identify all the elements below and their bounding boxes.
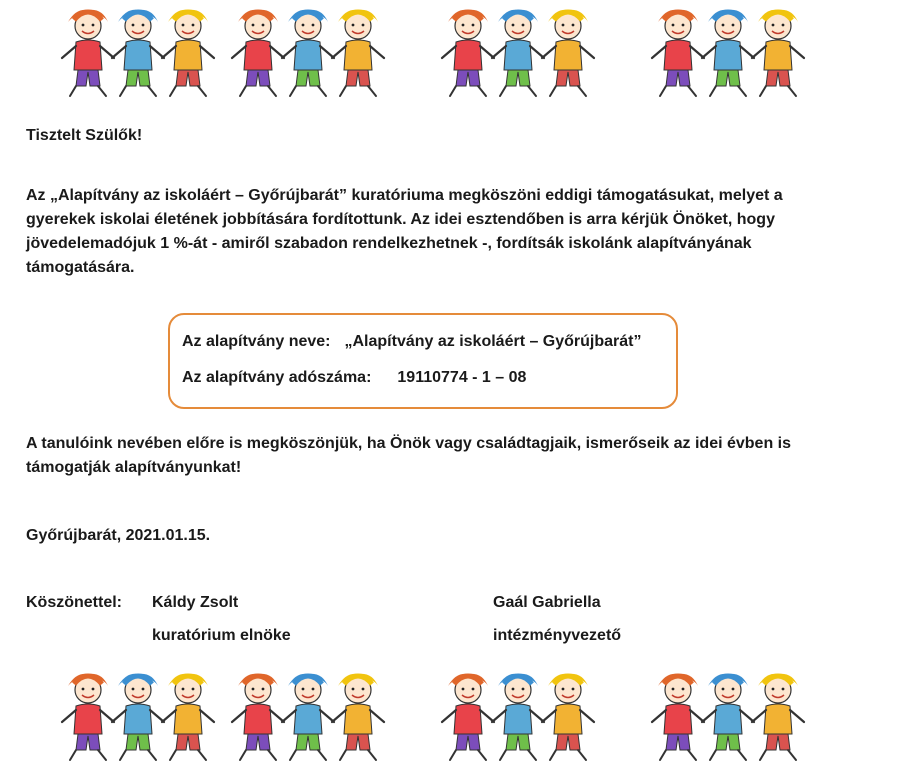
child-figure-icon (60, 664, 116, 764)
child-figure-icon (330, 0, 386, 100)
dancing-children-icon (650, 0, 810, 100)
foundation-tax-value: 19110774 - 1 – 08 (397, 369, 527, 386)
child-figure-icon (540, 664, 596, 764)
signatory-name-2: Gaál Gabriella (493, 594, 601, 611)
dancing-children-icon (440, 664, 600, 764)
child-figure-icon (490, 664, 546, 764)
child-figure-icon (110, 0, 166, 100)
signatory-role-2: intézményvezető (493, 627, 622, 644)
child-figure-icon (110, 664, 166, 764)
child-figure-icon (750, 0, 806, 100)
child-figure-icon (280, 664, 336, 764)
bottom-decoration-band (0, 664, 912, 764)
child-figure-icon (230, 0, 286, 100)
letter-intro-paragraph: Az „Alapítvány az iskoláért – Győrújbarát” kuratóriuma megköszöni eddigi támogatásukat, melyet a gyerekek iskolai életének jobbítására fordítottunk. Az idei esztendőben is arra kérjük Önöket, hogy jövedelemadójuk 1 %-át - amiről szabadon rendelkezhetnek -, fordítsák iskolánk alapítványának támogatására. (26, 187, 783, 276)
foundation-name-value: „Alapítvány az iskoláért – Győrújbarát” (344, 333, 642, 350)
foundation-info-box (168, 313, 678, 409)
child-figure-icon (540, 0, 596, 100)
letter-thanks-paragraph: A tanulóink nevében előre is megköszönjük, ha Önök vagy családtagjaik, ismerőseik az idei évben is támogatják alapítványunkat! (26, 435, 792, 476)
dancing-children-icon (440, 0, 600, 100)
signatory-role-1: kuratórium elnöke (152, 627, 291, 644)
top-decoration-band (0, 0, 912, 100)
dancing-children-icon (60, 0, 220, 100)
child-figure-icon (650, 664, 706, 764)
foundation-name-label: Az alapítvány neve: (182, 333, 331, 350)
child-figure-icon (160, 664, 216, 764)
child-figure-icon (330, 664, 386, 764)
child-figure-icon (440, 664, 496, 764)
foundation-name-row (182, 331, 642, 353)
child-figure-icon (160, 0, 216, 100)
child-figure-icon (650, 0, 706, 100)
child-figure-icon (750, 664, 806, 764)
child-figure-icon (280, 0, 336, 100)
dancing-children-icon (230, 664, 390, 764)
child-figure-icon (230, 664, 286, 764)
foundation-tax-label: Az alapítvány adószáma: (182, 369, 372, 386)
child-figure-icon (440, 0, 496, 100)
child-figure-icon (700, 664, 756, 764)
child-figure-icon (700, 0, 756, 100)
letter-greeting: Tisztelt Szülők! (26, 127, 143, 144)
foundation-tax-row (182, 367, 526, 389)
signatory-name-1: Káldy Zsolt (152, 594, 239, 611)
child-figure-icon (490, 0, 546, 100)
dancing-children-icon (650, 664, 810, 764)
dancing-children-icon (230, 0, 390, 100)
dancing-children-icon (60, 664, 220, 764)
letter-place-date: Győrújbarát, 2021.01.15. (26, 527, 211, 544)
child-figure-icon (60, 0, 116, 100)
letter-closing: Köszönettel: (26, 594, 122, 611)
